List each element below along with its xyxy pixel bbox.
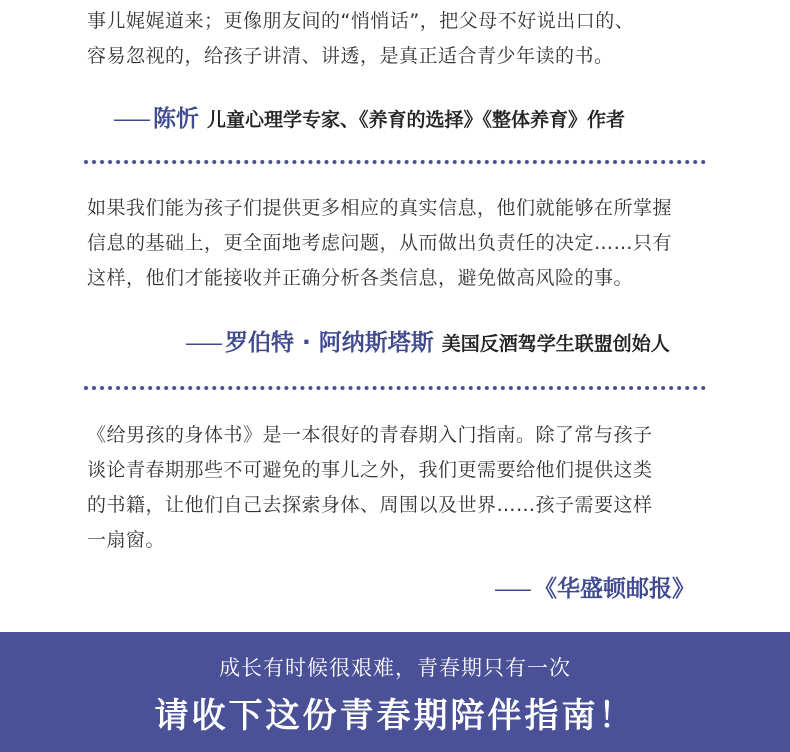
author-name: 罗伯特 · 阿纳斯塔斯 [225,330,434,356]
footer-headline: 请收下这份青春期陪伴指南！ [154,696,636,736]
quote-line: 谈论青春期那些不可避免的事儿之外，我们更需要给他们提供这类 [87,459,653,481]
author-role: 儿童心理学专家、《养育的选择》《整体养育》作者 [207,109,626,131]
quote-line: 如果我们能为孩子们提供更多相应的真实信息，他们就能够在所掌握 [87,197,673,219]
quote-line: 一扇窗。 [87,529,166,551]
quote-line: 《给男孩的身体书》是一本很好的青春期入门指南。除了常与孩子 [87,424,653,446]
quote-2-text [87,191,727,296]
quote-2-attribution [185,324,670,357]
attribution-dash: —— [185,331,221,355]
quote-3-text [87,418,727,558]
dotted-divider [84,386,706,390]
quote-line: 信息的基础上，更全面地考虑问题，从而做出负责任的决定……只有 [87,232,673,254]
quote-line: 事儿娓娓道来；更像朋友间的“悄悄话”，把父母不好说出口的、 [87,10,635,32]
attribution-dash: —— [113,107,149,131]
quote-1-text [87,4,727,74]
author-name: 《华盛顿邮报》 [534,576,695,602]
quote-1-attribution [113,100,625,133]
dotted-divider [84,160,706,164]
footer-banner [0,632,790,752]
quote-line: 容易忽视的，给孩子讲清、讲透，是真正适合青少年读的书。 [87,45,614,67]
footer-subtitle: 成长有时候很艰难，青春期只有一次 [219,656,571,680]
attribution-dash: —— [494,577,530,601]
quote-line: 的书籍，让他们自己去探索身体、周围以及世界……孩子需要这样 [87,494,653,516]
author-role: 美国反酒驾学生联盟创始人 [441,333,670,355]
quote-line: 这样，他们才能接收并正确分析各类信息，避免做高风险的事。 [87,267,634,289]
author-name: 陈忻 [153,106,199,132]
quote-3-attribution [494,570,703,603]
